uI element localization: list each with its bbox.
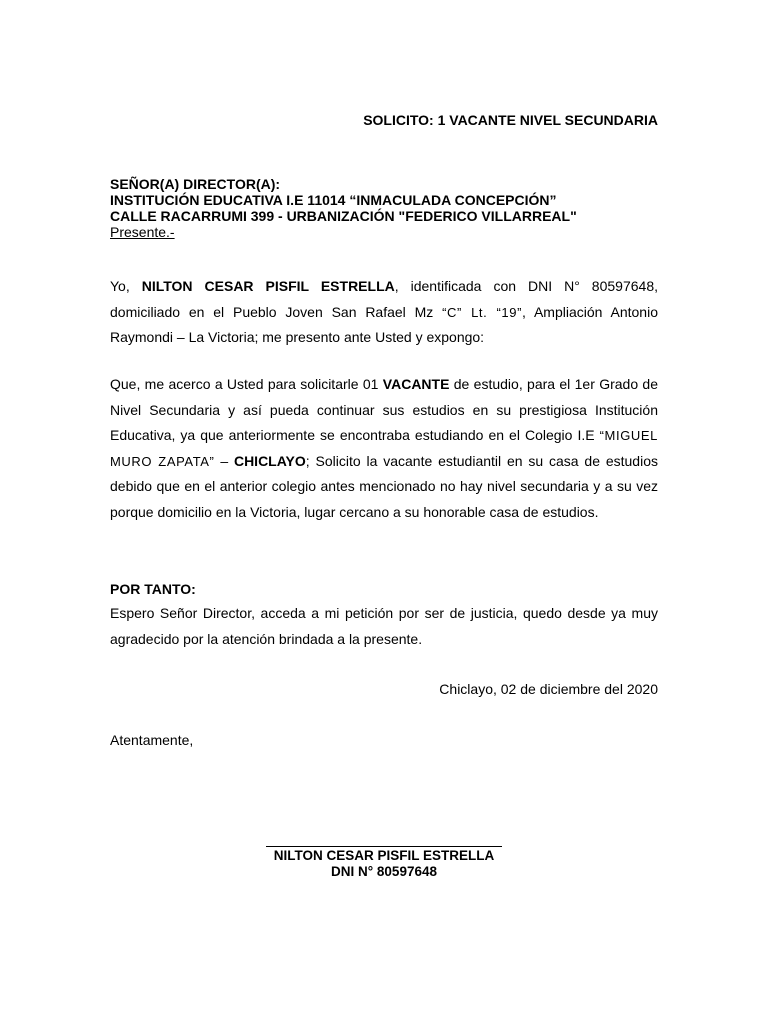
- presente-label: Presente.-: [110, 224, 175, 240]
- applicant-name: NILTON CESAR PISFIL ESTRELLA: [141, 278, 395, 294]
- body-text-3: –: [214, 452, 234, 469]
- closing-line: Atentamente,: [110, 732, 194, 748]
- vacante-word: VACANTE: [382, 376, 450, 392]
- intro-paragraph: [110, 274, 658, 351]
- previous-school: “MIGUEL MURO ZAPATA”: [110, 428, 658, 469]
- signature-name: NILTON CESAR PISFIL ESTRELLA: [266, 846, 502, 864]
- addressee-title: SEÑOR(A) DIRECTOR(A):: [110, 176, 281, 192]
- addressee-block: [110, 176, 577, 240]
- city-word: CHICLAYO: [233, 452, 306, 469]
- body-text-1: Que, me acerco a Usted para solicitarle 01: [110, 376, 383, 392]
- por-tanto-heading: POR TANTO:: [110, 581, 196, 597]
- addressee-institution: INSTITUCIÓN EDUCATIVA I.E 11014 “INMACULADA CONCEPCIÓN”: [110, 192, 557, 208]
- intro-text-2: , identificada con DNI N° 80597648, domiciliado en el Pueblo Joven San Rafael Mz: [110, 278, 658, 320]
- por-tanto-paragraph: Espero Señor Director, acceda a mi petición por ser de justicia, quedo desde ya muy agradecido por la atención brindada a la presente.: [110, 605, 658, 647]
- intro-text-3: , Ampliación Antonio Raymondi – La Victoria; me presento ante Usted y expongo:: [110, 303, 658, 345]
- signature-block: [266, 846, 502, 880]
- addressee-street: CALLE RACARRUMI 399 - URBANIZACIÓN "FEDERICO VILLARREAL": [110, 208, 577, 224]
- intro-mz-lt: “C” Lt. “19”: [442, 304, 523, 320]
- date-line: Chiclayo, 02 de diciembre del 2020: [439, 681, 658, 697]
- body-paragraph: [110, 372, 658, 525]
- signature-dni: DNI N° 80597648: [331, 864, 437, 879]
- body-text-4: ; Solicito la vacante estudiantil en su casa de estudios debido que en el anterior colegio antes mencionado no hay nivel secundaria y a su vez porque domicilio en la Victoria, lugar cercano a su honorable casa de estudios.: [110, 452, 658, 520]
- body-text-2: de estudio, para el 1er Grado de Nivel Secundaria y así pueda continuar sus estudios en su prestigiosa Institución Educativa, ya que anteriormente se encontraba estudiando en el Colegio I.E: [110, 376, 659, 443]
- intro-text-1: Yo,: [110, 278, 142, 294]
- subject-line: SOLICITO: 1 VACANTE NIVEL SECUNDARIA: [363, 112, 658, 128]
